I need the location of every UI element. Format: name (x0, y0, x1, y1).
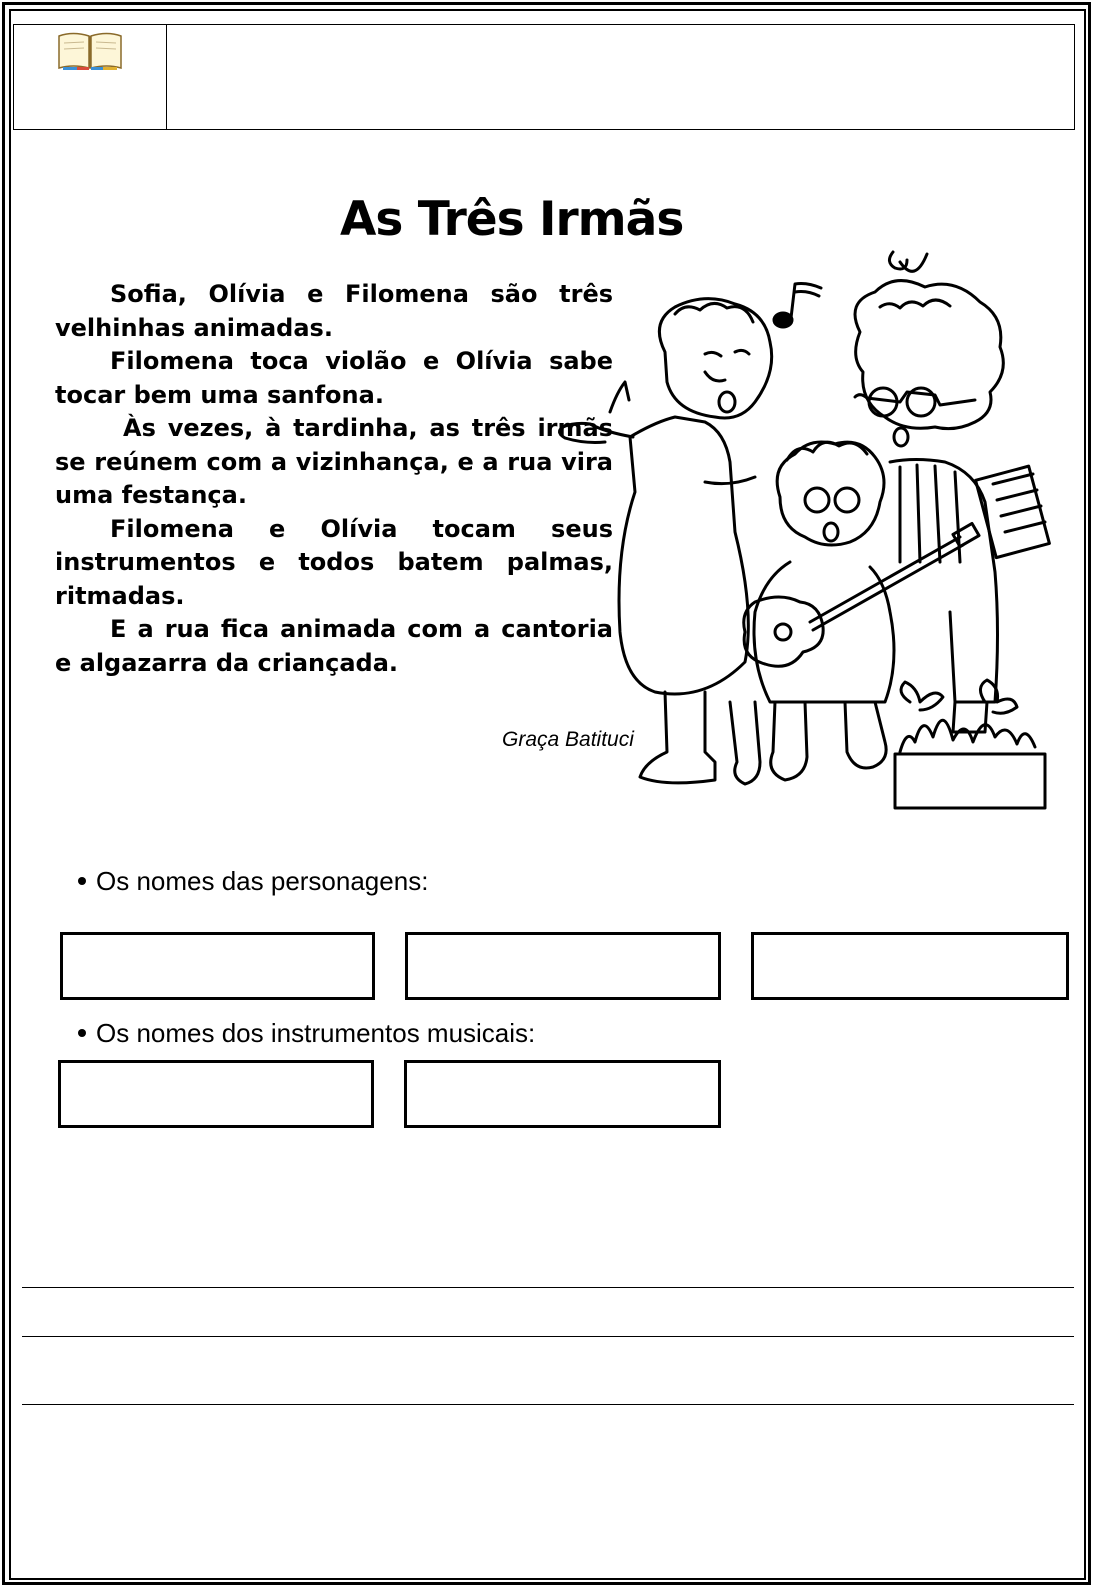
three-sisters-illustration (555, 232, 1065, 822)
guitar-icon (744, 523, 979, 666)
character-answer-box-1[interactable] (60, 932, 375, 1000)
music-note-icon (774, 284, 821, 328)
story-paragraph-3: Às vezes, à tardinha, as três irmãs se reúnem com a vizinhança, e a rua vira uma festança. (55, 414, 613, 509)
flower-box (895, 680, 1045, 808)
story-author: Graça Batituci (502, 728, 634, 751)
header-divider (166, 25, 167, 129)
story-paragraph-2: Filomena toca violão e Olívia sabe tocar bem uma sanfona. (55, 347, 613, 409)
sister-right (855, 281, 1049, 732)
instrument-answer-box-2[interactable] (404, 1060, 721, 1128)
story-title: As Três Irmãs (340, 192, 684, 247)
writing-line-3[interactable] (22, 1404, 1074, 1405)
sister-middle (744, 442, 979, 780)
characters-question: Os nomes das personagens: (78, 866, 428, 897)
header-box (13, 24, 1075, 130)
music-note-icon (889, 252, 927, 271)
book-icon (55, 28, 125, 74)
instrument-answer-box-1[interactable] (58, 1060, 374, 1128)
sister-left (559, 299, 771, 784)
bullet-icon (78, 877, 86, 885)
story-paragraph-1: Sofia, Olívia e Filomena são três velhinhas animadas. (55, 280, 613, 342)
instruments-question: Os nomes dos instrumentos musicais: (78, 1018, 535, 1049)
writing-line-1[interactable] (22, 1287, 1074, 1288)
character-answer-box-2[interactable] (405, 932, 721, 1000)
story-paragraph-4: Filomena e Olívia tocam seus instrumentos e todos batem palmas, ritmadas. (55, 514, 613, 610)
story-text (55, 278, 613, 680)
bullet-icon (78, 1029, 86, 1037)
character-answer-box-3[interactable] (751, 932, 1069, 1000)
writing-line-2[interactable] (22, 1336, 1074, 1337)
story-paragraph-5: E a rua fica animada com a cantoria e algazarra da criançada. (55, 615, 613, 677)
